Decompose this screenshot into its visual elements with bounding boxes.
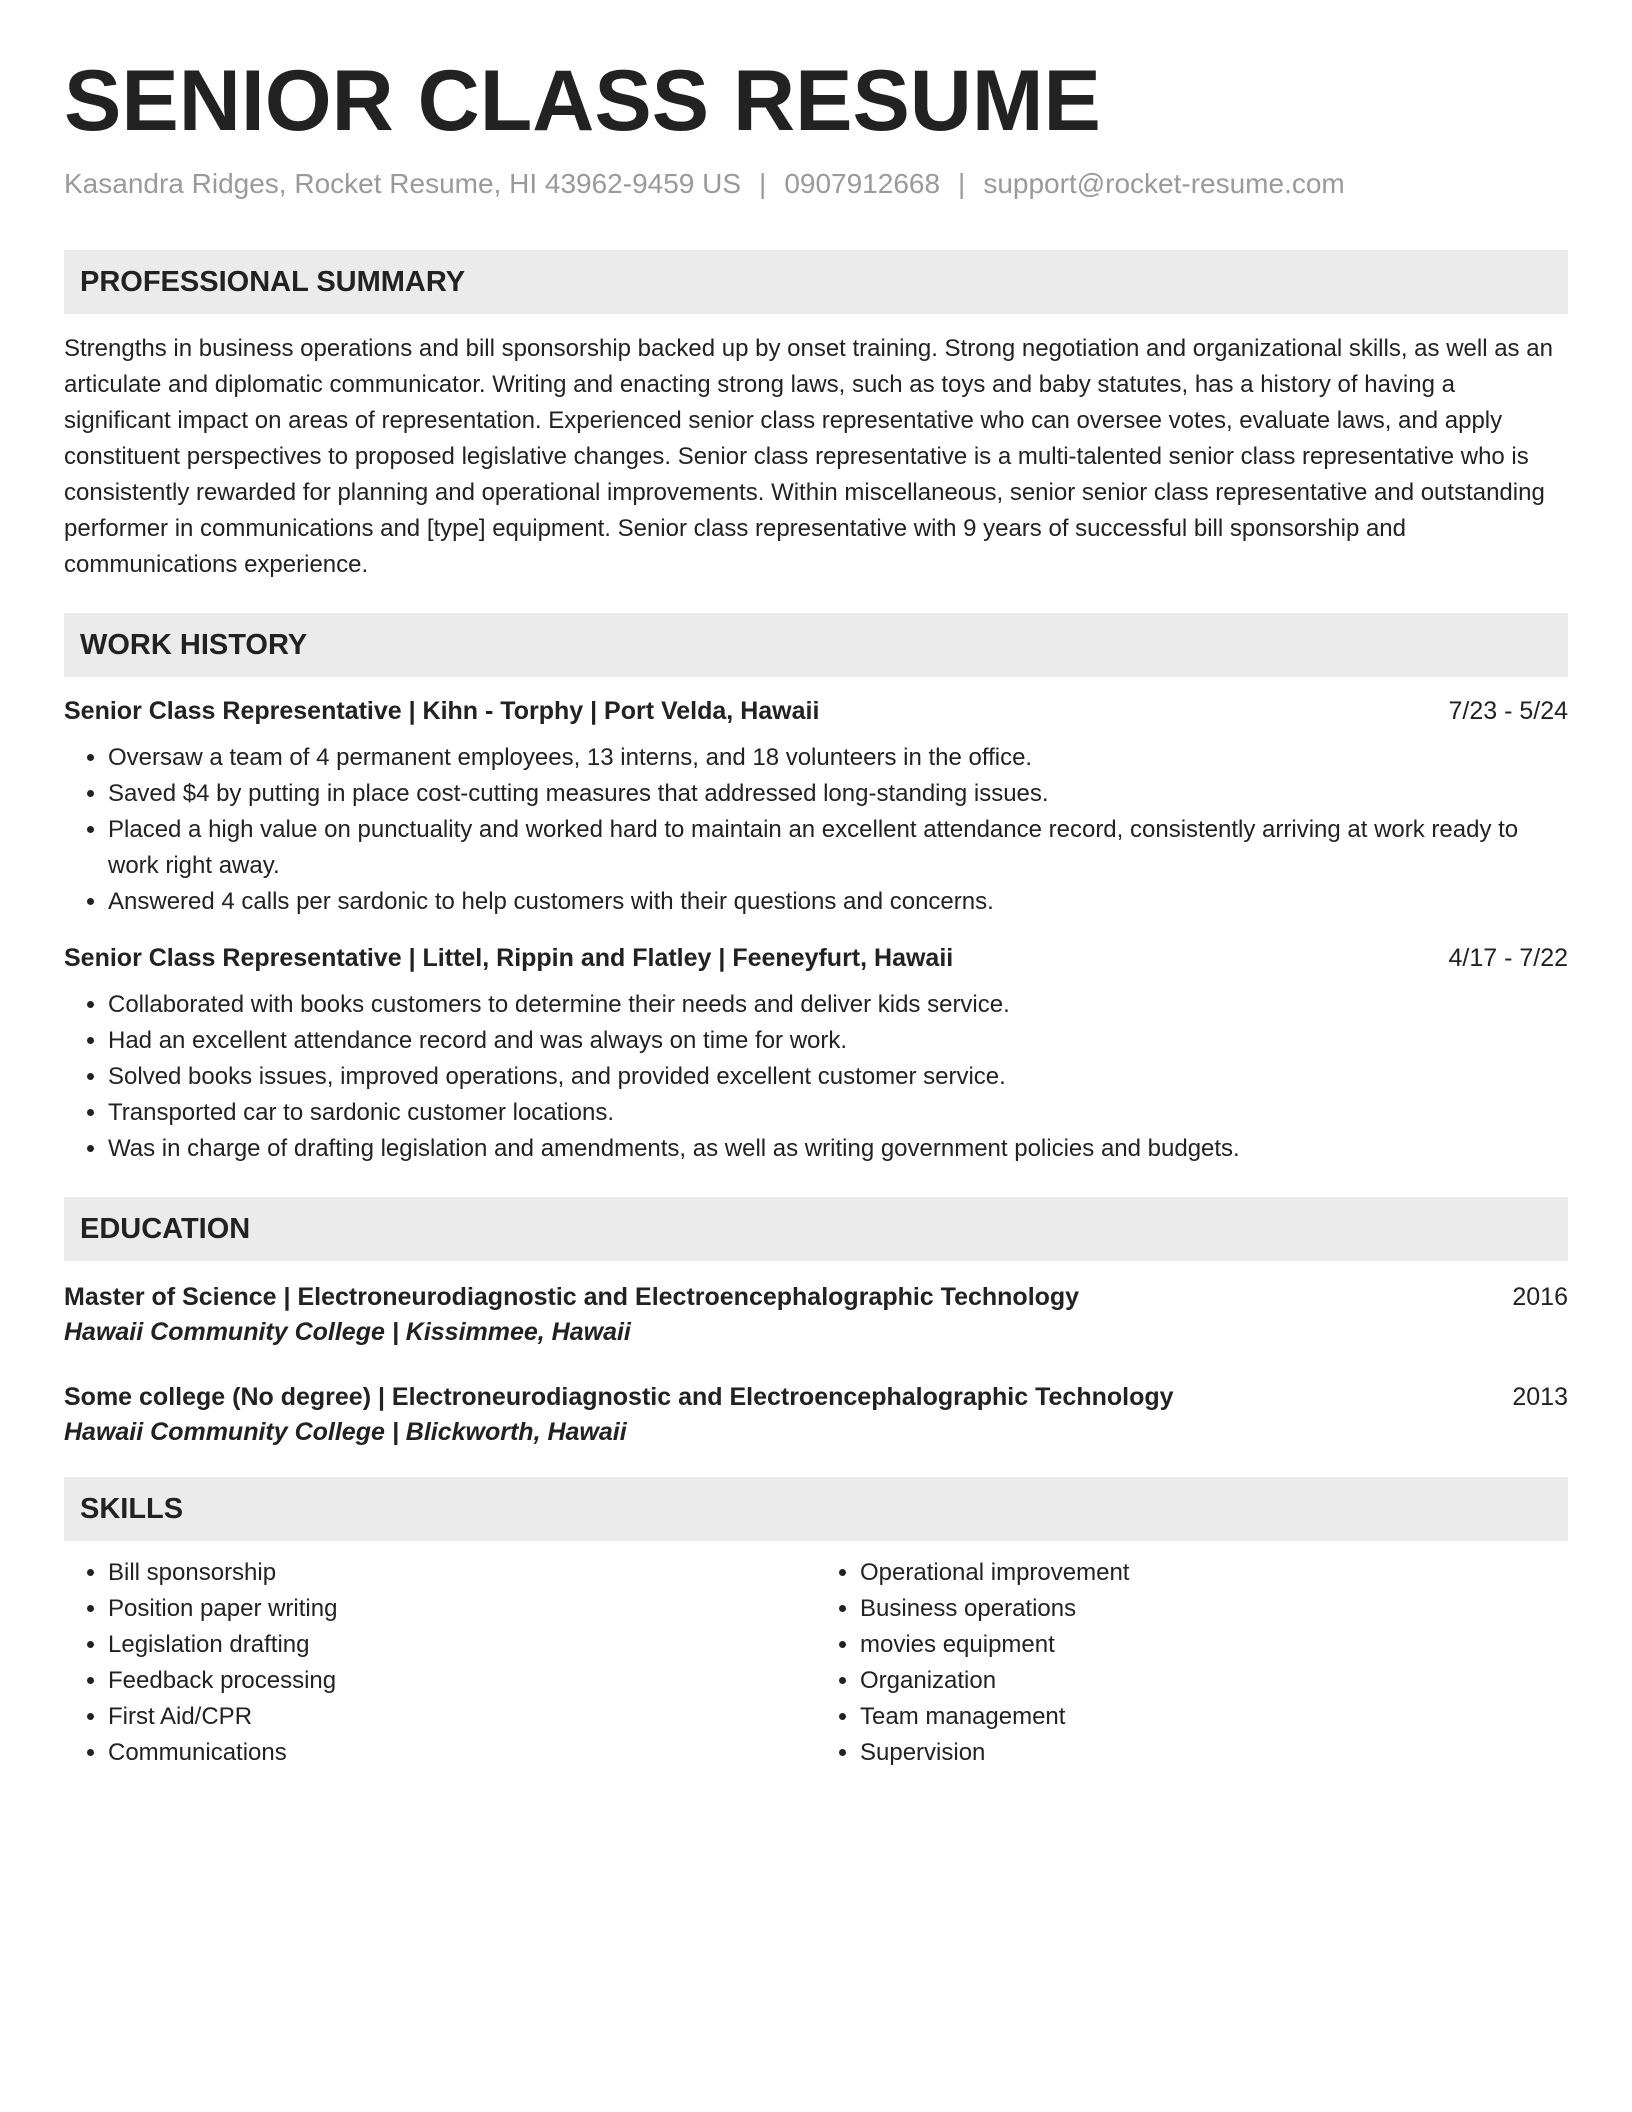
education-degree: Some college (No degree) | Electroneurodiagnostic and Electroencephalographic Technology <box>64 1383 1174 1412</box>
skill-item: • Business operations <box>860 1591 1568 1627</box>
summary-text: Strengths in business operations and bill sponsorship backed up by onset training. Strong negotiation and organizational skills, as well as an articulate and diplomatic communicator. Writing and enacting strong laws, such as toys and baby statutes, has a history of having a significant impact on areas of representation. Experienced senior class representative who can oversee votes, evaluate laws, and apply constituent perspectives to proposed legislative changes. Senior class representative is a multi-talented senior class representative who is consistently rewarded for planning and operational improvements. Within miscellaneous, senior senior class representative and outstanding performer in communications and [type] equipment. Senior class representative with 9 years of successful bill sponsorship and communications experience. <box>64 335 1553 579</box>
job-bullets <box>64 987 1568 1167</box>
job-header <box>64 944 1568 973</box>
education-school: Hawaii Community College | Blickworth, Hawaii <box>64 1418 627 1447</box>
skill-item: • Supervision <box>860 1735 1568 1771</box>
skill-item: • Communications <box>108 1735 816 1771</box>
job-bullets <box>64 740 1568 920</box>
education-year: 2016 <box>1512 1283 1568 1312</box>
job-title: Senior Class Representative | Kihn - Torphy | Port Velda, Hawaii <box>64 697 820 726</box>
job-bullet: • Saved $4 by putting in place cost-cutting measures that addressed long-standing issues. <box>108 776 1568 812</box>
skill-item: • First Aid/CPR <box>108 1699 816 1735</box>
skills-list <box>64 1555 1568 1771</box>
job-dates: 7/23 - 5/24 <box>1448 697 1568 726</box>
education-entry <box>64 1283 1568 1347</box>
skills-column-left <box>64 1555 816 1771</box>
contact-line <box>64 168 1568 200</box>
job-entry <box>64 697 1568 920</box>
education-school: Hawaii Community College | Kissimmee, Hawaii <box>64 1318 631 1347</box>
contact-email: support@rocket-resume.com <box>983 168 1345 200</box>
job-header <box>64 697 1568 726</box>
job-title: Senior Class Representative | Littel, Rippin and Flatley | Feeneyfurt, Hawaii <box>64 944 954 973</box>
education-header <box>64 1283 1568 1312</box>
contact-separator: | <box>958 168 966 200</box>
job-dates: 4/17 - 7/22 <box>1448 944 1568 973</box>
resume-title: SENIOR CLASS RESUME <box>64 53 1101 149</box>
section-header-skills: SKILLS <box>64 1477 1568 1541</box>
job-bullet: • Had an excellent attendance record and was always on time for work. <box>108 1023 1568 1059</box>
skill-item: • Feedback processing <box>108 1663 816 1699</box>
skill-item: • Legislation drafting <box>108 1627 816 1663</box>
job-bullet: • Placed a high value on punctuality and worked hard to maintain an excellent attendance record, consistently arriving at work ready to work right away. <box>108 812 1568 884</box>
skill-item: • Operational improvement <box>860 1555 1568 1591</box>
education-year: 2013 <box>1512 1383 1568 1412</box>
skill-item: • Position paper writing <box>108 1591 816 1627</box>
job-bullet: • Oversaw a team of 4 permanent employees, 13 interns, and 18 volunteers in the office. <box>108 740 1568 776</box>
contact-phone: 0907912668 <box>784 168 941 200</box>
job-bullet: • Transported car to sardonic customer locations. <box>108 1095 1568 1131</box>
skills-column-right <box>816 1555 1568 1771</box>
contact-separator: | <box>759 168 767 200</box>
skill-item: • Team management <box>860 1699 1568 1735</box>
education-entry <box>64 1383 1568 1447</box>
job-bullet: • Collaborated with books customers to determine their needs and deliver kids service. <box>108 987 1568 1023</box>
skill-item: • movies equipment <box>860 1627 1568 1663</box>
skill-item: • Bill sponsorship <box>108 1555 816 1591</box>
education-header <box>64 1383 1568 1412</box>
job-bullet: • Was in charge of drafting legislation and amendments, as well as writing government policies and budgets. <box>108 1131 1568 1167</box>
section-header-education: EDUCATION <box>64 1197 1568 1261</box>
section-header-work-history: WORK HISTORY <box>64 613 1568 677</box>
education-degree: Master of Science | Electroneurodiagnostic and Electroencephalographic Technology <box>64 1283 1080 1312</box>
skill-item: • Organization <box>860 1663 1568 1699</box>
job-bullet: • Solved books issues, improved operations, and provided excellent customer service. <box>108 1059 1568 1095</box>
section-header-summary: PROFESSIONAL SUMMARY <box>64 250 1568 314</box>
contact-address: Kasandra Ridges, Rocket Resume, HI 43962-9459 US <box>64 168 742 200</box>
job-entry <box>64 944 1568 1167</box>
job-bullet: • Answered 4 calls per sardonic to help customers with their questions and concerns. <box>108 884 1568 920</box>
